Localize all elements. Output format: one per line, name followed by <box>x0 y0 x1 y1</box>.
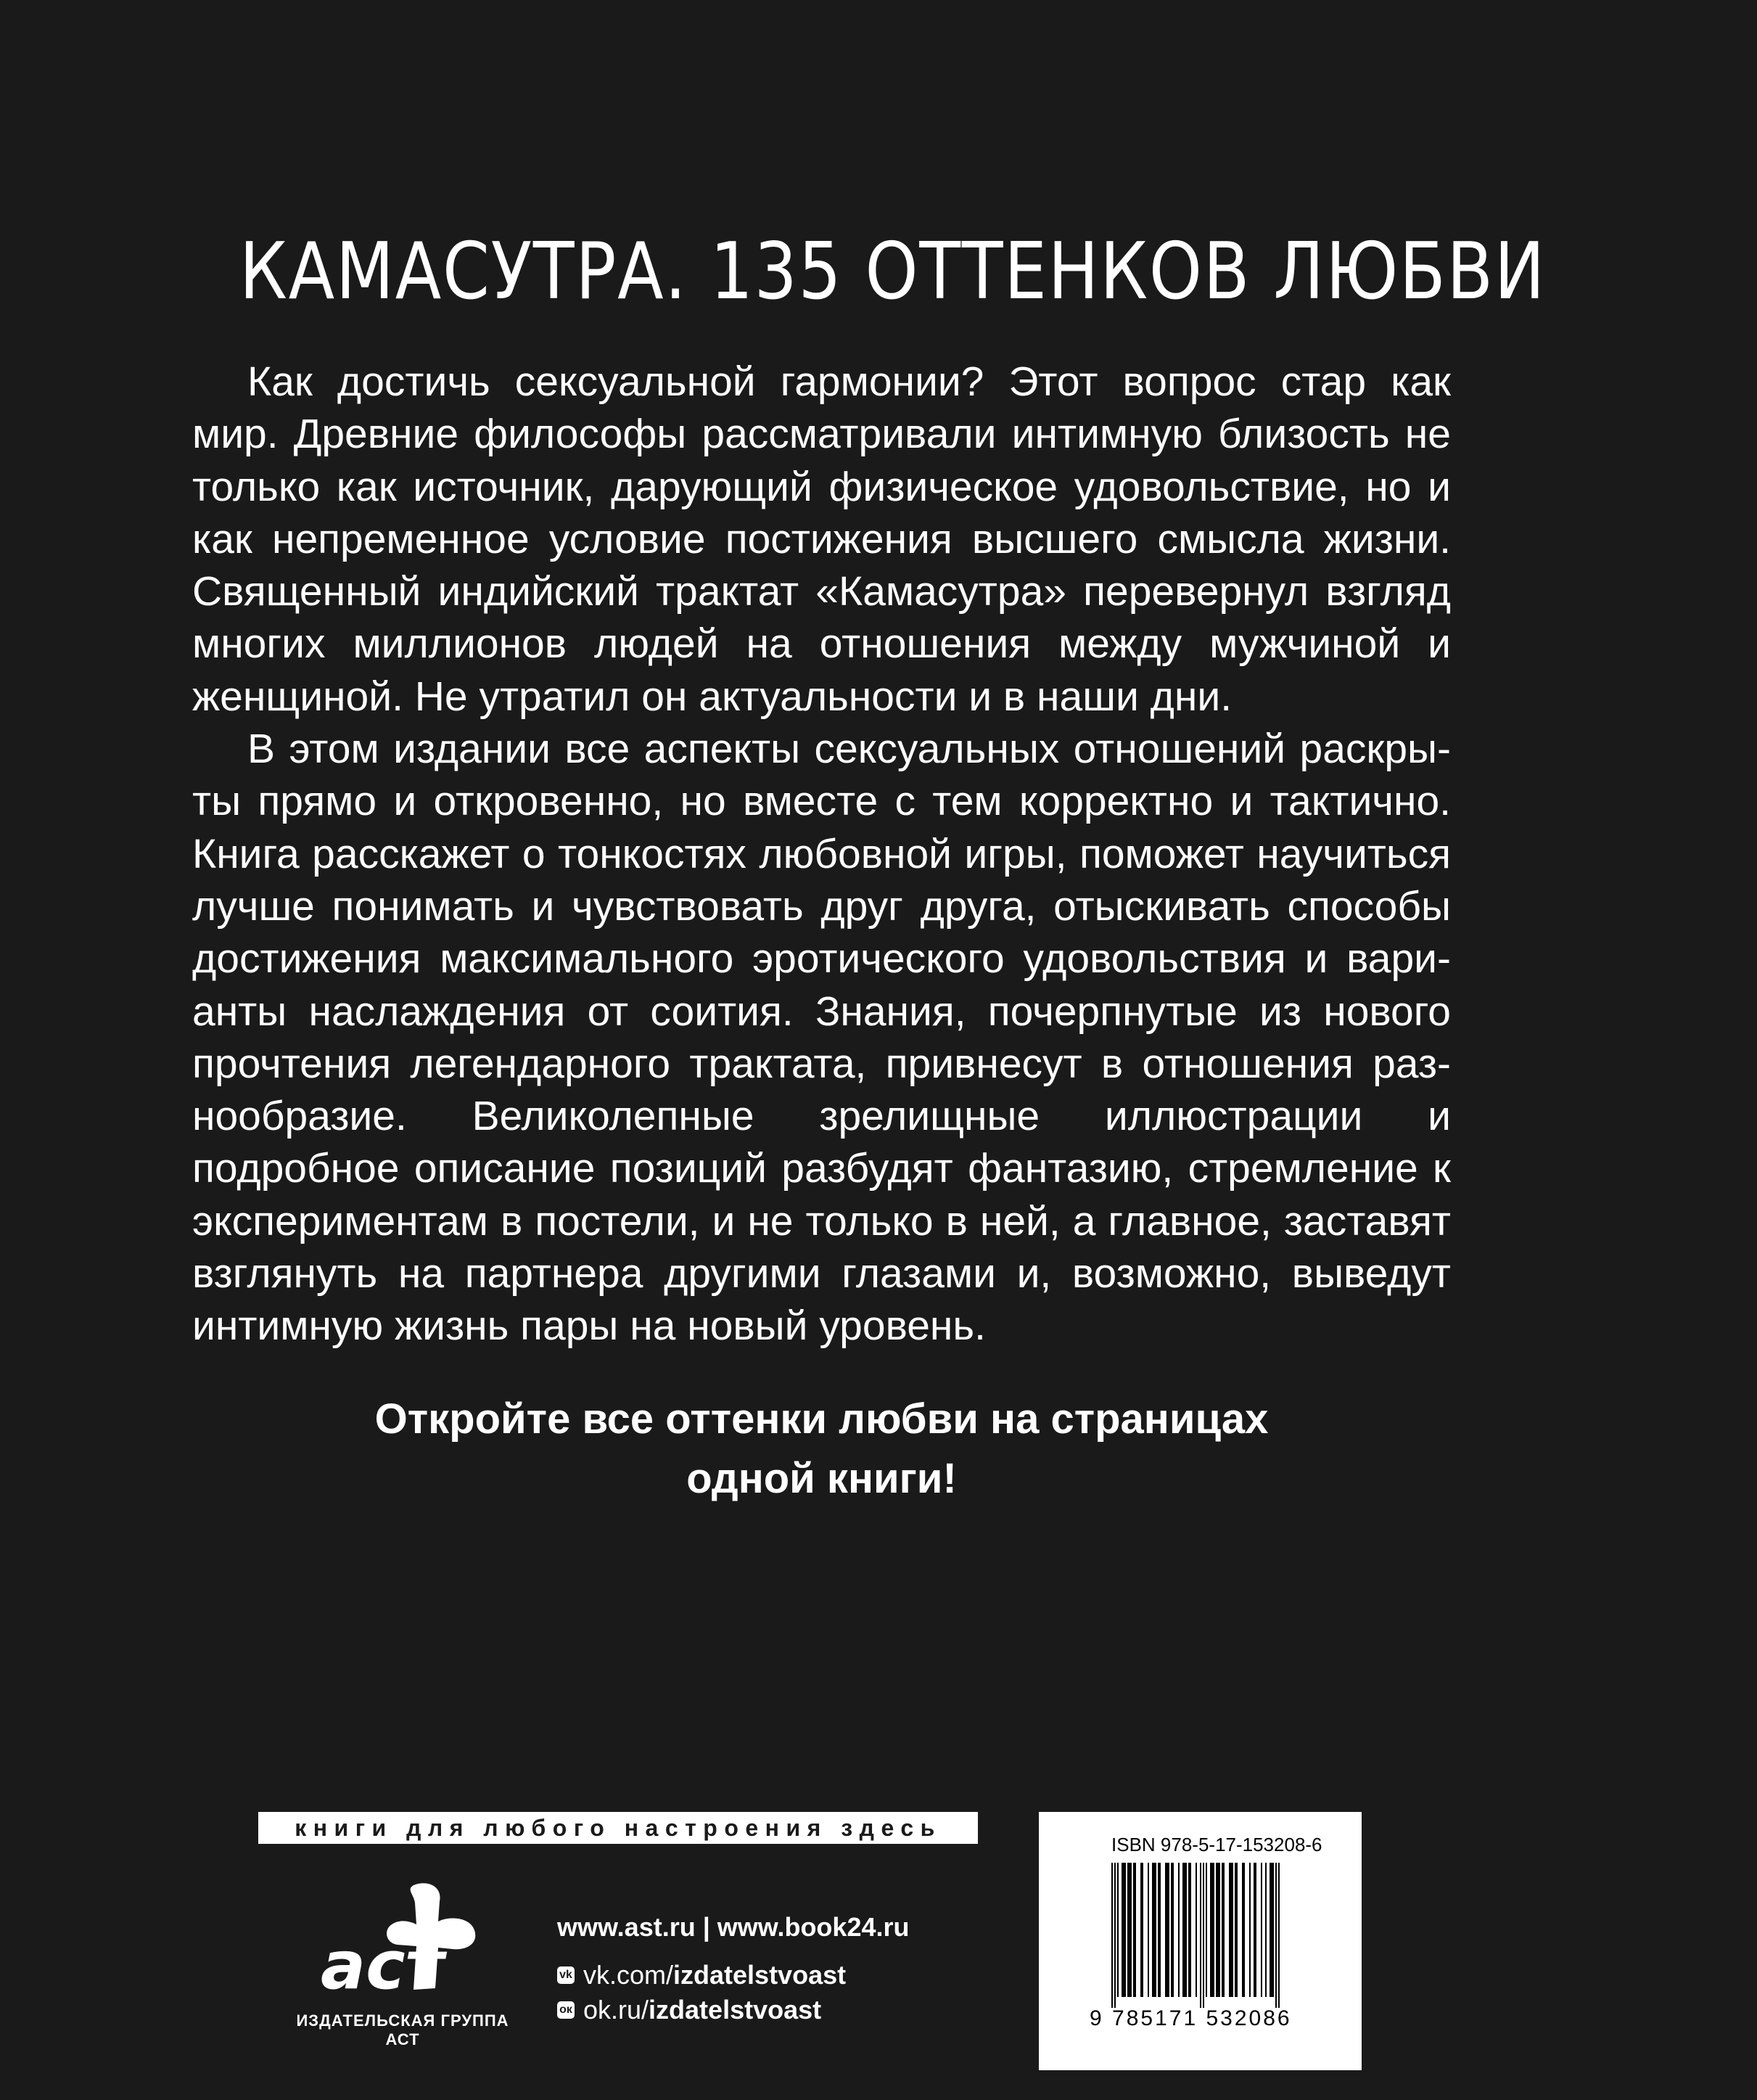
barcode-guard-bar <box>1111 1863 1113 2008</box>
call-to-action <box>192 1390 1451 1509</box>
barcode-bar <box>1171 1863 1174 1997</box>
description-paragraph-1: Как достичь сексуальной гармонии? Этот вопрос стар как мир. Древние философы рассматривали интимную близость не только как источник, дарующий физическое удовольствие, но и как непременное условие постижения высшего смысла жизни. Священный индийский трактат «Камасутра» перевернул взгляд многих миллионов людей на отношения между мужчиной и женщиной. Не утратил он актуальности и в наши дни. <box>192 358 1451 720</box>
barcode-bar <box>1122 1863 1126 1997</box>
description-paragraph-2: В этом издании все аспекты сексуальных отношений раскрыты прямо и откровенно, но вместе с тем корректно и тактично. Книга расскажет о тонкостях любовной игры, поможет научиться лучше понимать и чувствовать друг друга, отыскивать способы достижения максимального эротического удовольствия и варианты наслаждения от соития. Знания, почерпнутые из нового прочтения легендарного трактата, привнесут в отношения разнообразие. Великолепные зрелищные иллюстрации и подробное описание позиций разбудят фантазию, стремление к экспериментам в постели, и не только в ней, а главное, заставят взглянуть на партнера другими глазами и, возможно, выведут интимную жизнь пары на новый уровень. <box>192 726 1451 1350</box>
barcode-bar <box>1235 1863 1238 1997</box>
isbn-label: ISBN 978-5-17-153208-6 <box>1111 1834 1322 1855</box>
ast-logo-letters: аст <box>321 1927 444 1996</box>
ok-row <box>557 1993 910 2027</box>
barcode-guard-bar <box>1114 1863 1116 2008</box>
barcode-bar <box>1254 1863 1256 1997</box>
barcode-guard-bar <box>1203 1863 1204 2008</box>
isbn-barcode-box <box>1039 1812 1362 2070</box>
barcode-bar <box>1133 1863 1136 1997</box>
barcode-bar <box>1229 1863 1233 1997</box>
publisher-label: ИЗДАТЕЛЬСКАЯ ГРУППА АСТ <box>296 2011 509 2048</box>
slogan-strip: книги для любого настроения здесь <box>258 1812 978 1844</box>
publisher-links <box>557 1911 910 2041</box>
barcode-guard-bar <box>1275 1863 1277 2008</box>
barcode-guard-bar <box>1278 1863 1280 2008</box>
barcode-bar <box>1158 1863 1161 1997</box>
cta-line-1: Откройте все оттенки любви на страницах <box>374 1395 1269 1443</box>
cta-line-2: одной книги! <box>686 1455 957 1502</box>
barcode-bar <box>1265 1863 1267 1997</box>
vk-row <box>557 1959 910 1992</box>
vk-icon: vk <box>557 1966 575 1984</box>
barcode-bar <box>1140 1863 1143 1997</box>
barcode-bar <box>1249 1863 1251 1997</box>
websites-link[interactable]: www.ast.ru | www.book24.ru <box>557 1912 910 1942</box>
barcode-bar <box>1222 1863 1225 1997</box>
barcode-bar <box>1242 1863 1245 1997</box>
barcode-bar <box>1178 1863 1180 1997</box>
book-title: КАМАСУТРА. 135 ОТТЕНКОВ ЛЮБВИ <box>239 226 1547 317</box>
barcode-bar <box>1210 1863 1214 1997</box>
barcode-bar <box>1270 1863 1274 1997</box>
barcode-guard-bar <box>1200 1863 1201 2008</box>
barcode-bar <box>1216 1863 1220 1997</box>
book-description <box>192 356 1451 1353</box>
barcode-bar <box>1117 1863 1119 1997</box>
ean-digits: 9 785171 532086 <box>1090 2006 1292 2030</box>
barcode-bar <box>1196 1863 1197 1997</box>
ok-link[interactable]: ok.ru/izdatelstvoast <box>583 1995 822 2025</box>
barcode-bar <box>1261 1863 1262 1997</box>
barcode-bars <box>1111 1863 1329 2008</box>
websites-row <box>557 1911 910 1944</box>
barcode-bar <box>1152 1863 1156 1997</box>
barcode-bar <box>1188 1863 1191 1997</box>
vk-link[interactable]: vk.com/izdatelstvoast <box>583 1960 847 1990</box>
odnoklassniki-icon: ок <box>557 2001 575 2019</box>
barcode-bar <box>1148 1863 1149 1997</box>
barcode-bar <box>1127 1863 1132 1997</box>
ast-logo <box>305 1879 493 1996</box>
barcode-bar <box>1206 1863 1207 1997</box>
barcode-bar <box>1165 1863 1169 1997</box>
barcode-bar <box>1182 1863 1187 1997</box>
